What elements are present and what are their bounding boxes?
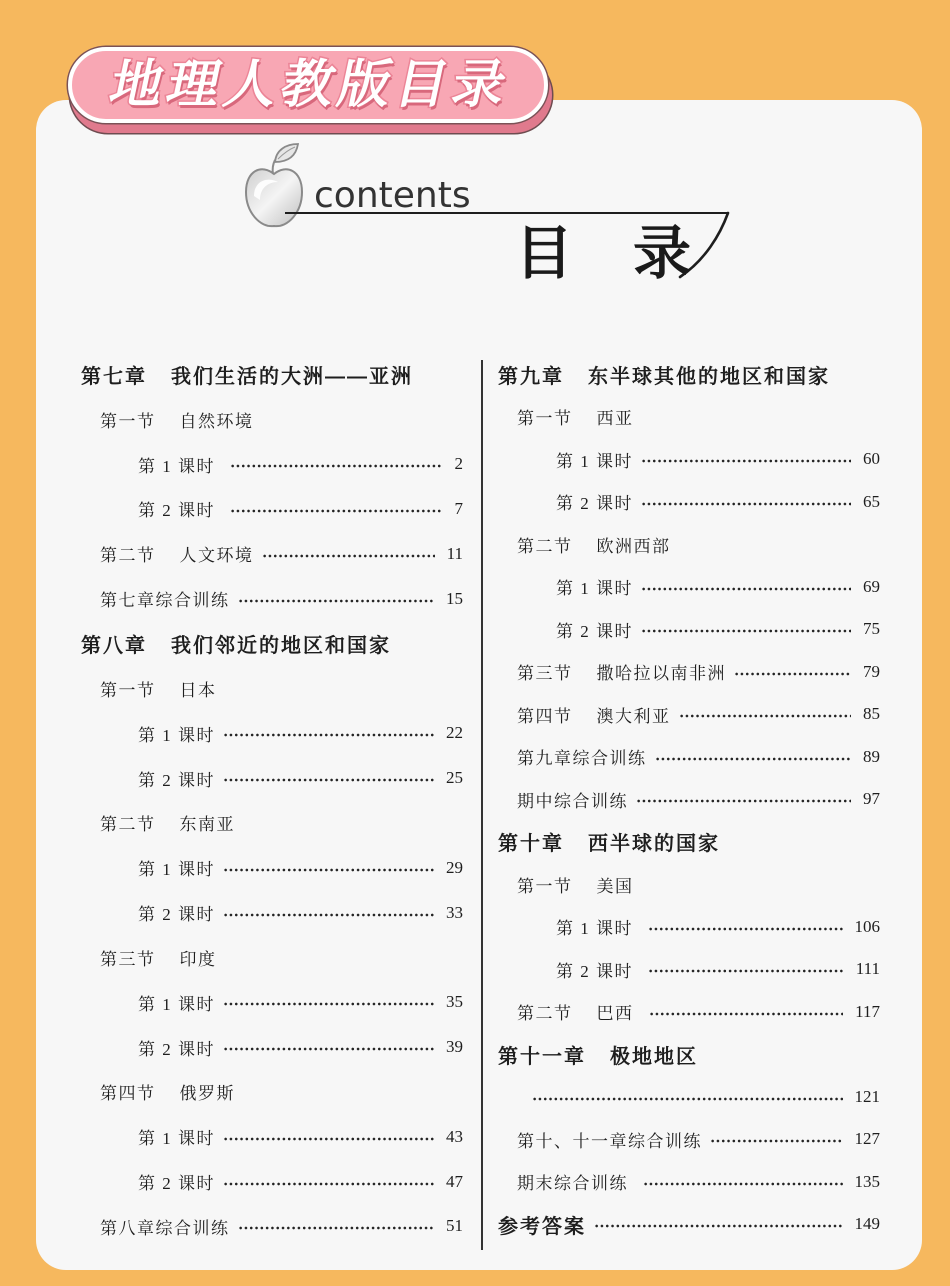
dot-leader (223, 868, 434, 872)
toc-review (498, 1161, 880, 1204)
chapter-number: 第七章 (81, 365, 147, 388)
page-number: 15 (446, 588, 463, 608)
dot-leader (223, 1047, 434, 1051)
dot-leader (532, 1097, 843, 1101)
dot-leader (238, 599, 435, 603)
toc-section (81, 531, 463, 576)
dot-leader (734, 672, 851, 676)
dot-leader (223, 1002, 434, 1006)
toc-lesson (498, 906, 880, 949)
page-number: 65 (863, 491, 880, 511)
toc-lesson (81, 980, 463, 1025)
page-number: 47 (446, 1171, 463, 1191)
chapter-title: 我们邻近的地区和国家 (171, 634, 391, 657)
chapter-number: 第十一章 (498, 1045, 586, 1068)
dot-leader (238, 1226, 435, 1230)
toc-right-column (498, 353, 880, 1246)
title-banner (68, 47, 548, 123)
lesson-label: 第 1 课时 (138, 725, 215, 745)
section-title: 巴西 (596, 1004, 634, 1024)
section-number: 第三节 (100, 949, 156, 969)
toc-lesson (81, 1025, 463, 1070)
section-title: 日本 (179, 680, 217, 700)
toc-section (498, 863, 880, 906)
dot-leader (649, 1012, 844, 1016)
section-number: 第二节 (100, 815, 156, 835)
toc-lesson (81, 1159, 463, 1204)
chapter-title: 西半球的国家 (588, 833, 720, 856)
chapter-title: 我们生活的大洲——亚洲 (171, 365, 413, 388)
toc-lesson (81, 711, 463, 756)
lesson-label: 第 1 课时 (138, 994, 215, 1014)
page-number: 35 (446, 992, 463, 1012)
page-number: 69 (863, 576, 880, 596)
section-title: 自然环境 (179, 411, 254, 431)
dot-leader (223, 1137, 434, 1141)
dot-leader (223, 733, 434, 737)
page-number: 39 (446, 1037, 463, 1057)
lesson-label: 第 1 课时 (138, 456, 215, 476)
toc-review (81, 576, 463, 621)
section-number: 第一节 (517, 409, 573, 429)
page-number: 25 (446, 768, 463, 788)
section-number: 第三节 (517, 664, 573, 684)
section-title: 俄罗斯 (179, 1084, 235, 1104)
section-number: 第一节 (517, 876, 573, 896)
dot-leader (230, 509, 443, 513)
toc-chapter (498, 353, 880, 396)
page-number: 43 (446, 1126, 463, 1146)
section-number: 第一节 (100, 411, 156, 431)
toc-answers (498, 1203, 880, 1246)
toc-lesson (498, 948, 880, 991)
dot-leader (641, 459, 851, 463)
page-number: 2 (454, 454, 463, 474)
dot-leader (643, 1182, 843, 1186)
toc-chapter (81, 352, 463, 397)
dot-leader (641, 502, 851, 506)
section-number: 第二节 (100, 546, 156, 566)
toc-section (81, 935, 463, 980)
page-number: 75 (863, 619, 880, 639)
toc-section (498, 396, 880, 439)
toc-lesson (498, 566, 880, 609)
section-number: 第四节 (517, 706, 573, 726)
toc-chapter (498, 821, 880, 864)
lesson-label: 第 2 课时 (138, 501, 215, 521)
page-number: 111 (855, 959, 880, 979)
dot-leader (655, 757, 852, 761)
toc-lesson (81, 1114, 463, 1159)
page-number: 11 (446, 543, 463, 563)
lesson-label: 第 1 课时 (138, 1129, 215, 1149)
toc-lesson (81, 756, 463, 801)
lesson-label: 第 2 课时 (138, 1039, 215, 1059)
dot-leader (262, 554, 435, 558)
toc-lesson (81, 487, 463, 532)
dot-leader (710, 1139, 843, 1143)
section-title: 美国 (596, 876, 634, 896)
page-number: 22 (446, 723, 463, 743)
review-label: 第九章综合训练 (517, 749, 647, 769)
page-number: 97 (863, 789, 880, 809)
review-label: 第七章综合训练 (100, 591, 230, 611)
toc-section (81, 666, 463, 711)
lesson-label: 第 2 课时 (556, 621, 633, 641)
lesson-label: 第 1 课时 (556, 579, 633, 599)
dot-leader (641, 629, 851, 633)
toc-review (81, 1204, 463, 1249)
chapter-number: 第九章 (498, 365, 564, 388)
section-title: 西亚 (596, 409, 634, 429)
page-number: 33 (446, 902, 463, 922)
dot-leader (594, 1224, 843, 1228)
page-number: 7 (454, 498, 463, 518)
page-number: 89 (863, 746, 880, 766)
dot-leader (648, 927, 843, 931)
lesson-label: 第 2 课时 (138, 1174, 215, 1194)
chapter-title: 极地地区 (610, 1045, 698, 1068)
toc-lesson (498, 608, 880, 651)
lesson-label: 第 2 课时 (556, 961, 633, 981)
page-title: 目录 (515, 219, 752, 287)
page-number: 51 (446, 1216, 463, 1236)
toc-section (498, 651, 880, 694)
toc-lesson (81, 845, 463, 890)
review-label: 期中综合训练 (517, 791, 628, 811)
toc-lesson (81, 890, 463, 935)
page-number: 149 (854, 1214, 880, 1234)
page-number: 121 (854, 1086, 880, 1106)
banner-title: 地理人教版目录 (104, 55, 517, 115)
section-title: 澳大利亚 (596, 706, 671, 726)
toc-lesson (498, 481, 880, 524)
section-title: 东南亚 (179, 815, 235, 835)
dot-leader (679, 714, 852, 718)
page-number: 127 (854, 1129, 880, 1149)
section-number: 第二节 (517, 536, 573, 556)
toc-section (81, 397, 463, 442)
page-number: 85 (863, 704, 880, 724)
toc-section (498, 523, 880, 566)
toc-section (81, 800, 463, 845)
page-number: 106 (854, 916, 880, 936)
toc-section (81, 1070, 463, 1115)
toc-chapter-page-line (498, 1076, 880, 1119)
page-number: 117 (855, 1001, 880, 1021)
toc-section (498, 693, 880, 736)
toc-left-column (81, 352, 463, 1249)
section-title: 人文环境 (179, 546, 254, 566)
dot-leader (223, 1182, 434, 1186)
toc-lesson (81, 442, 463, 487)
lesson-label: 第 1 课时 (138, 860, 215, 880)
page-number: 135 (854, 1171, 880, 1191)
lesson-label: 第 1 课时 (556, 451, 633, 471)
dot-leader (636, 799, 851, 803)
toc-review (498, 1118, 880, 1161)
chapter-number: 第八章 (81, 634, 147, 657)
review-label: 第八章综合训练 (100, 1218, 230, 1238)
lesson-label: 第 2 课时 (138, 770, 215, 790)
answers-label: 参考答案 (498, 1215, 586, 1238)
review-label: 期末综合训练 (517, 1174, 628, 1194)
lesson-label: 第 2 课时 (556, 494, 633, 514)
toc-review (498, 778, 880, 821)
lesson-label: 第 2 课时 (138, 905, 215, 925)
dot-leader (230, 464, 443, 468)
dot-leader (648, 969, 844, 973)
section-number: 第二节 (517, 1004, 573, 1024)
dot-leader (223, 913, 434, 917)
section-title: 印度 (179, 949, 217, 969)
column-divider (481, 360, 483, 1250)
contents-label: contents (314, 175, 471, 216)
review-label: 第十、十一章综合训练 (517, 1131, 702, 1151)
section-title: 欧洲西部 (596, 536, 671, 556)
chapter-number: 第十章 (498, 833, 564, 856)
toc-lesson (498, 438, 880, 481)
toc-section (498, 991, 880, 1034)
section-title: 撒哈拉以南非洲 (596, 664, 726, 684)
page-number: 79 (863, 661, 880, 681)
toc-chapter (498, 1033, 880, 1076)
dot-leader (223, 778, 434, 782)
toc-review (498, 736, 880, 779)
section-number: 第一节 (100, 680, 156, 700)
chapter-title: 东半球其他的地区和国家 (588, 365, 830, 388)
page-number: 29 (446, 857, 463, 877)
page-number: 60 (863, 449, 880, 469)
lesson-label: 第 1 课时 (556, 919, 633, 939)
section-number: 第四节 (100, 1084, 156, 1104)
dot-leader (641, 587, 851, 591)
toc-chapter (81, 621, 463, 666)
